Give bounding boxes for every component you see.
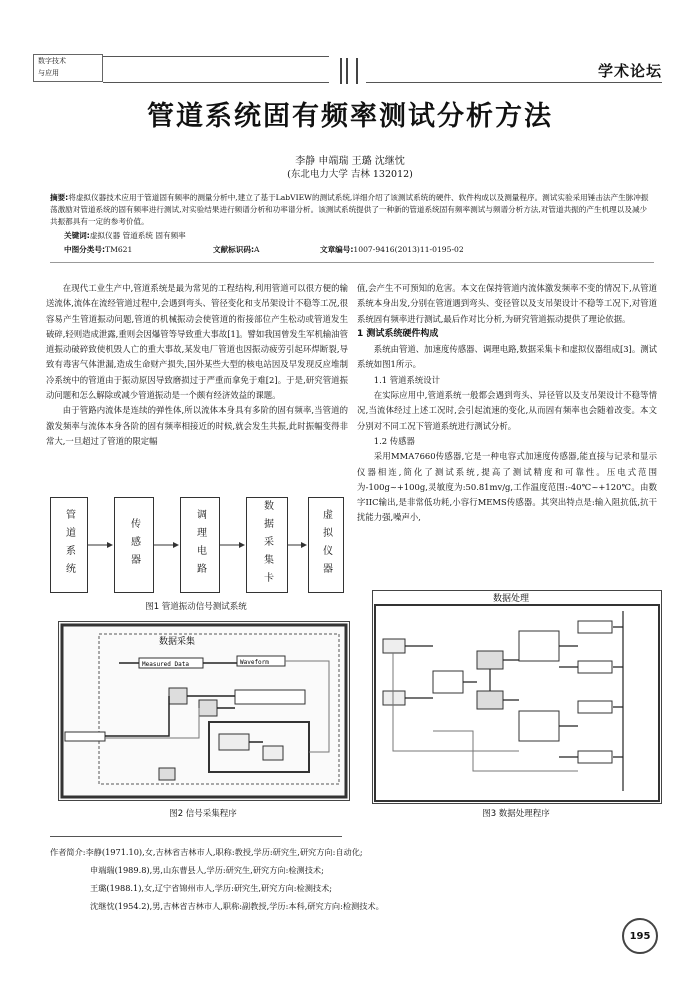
left-column xyxy=(46,281,348,449)
figure-3-screenshot xyxy=(372,590,662,804)
block-pipe-system: 管道系统 xyxy=(50,497,88,593)
affiliation: (东北电力大学 吉林 132012) xyxy=(287,169,413,180)
header-rule-bottom xyxy=(103,82,329,83)
block-conditioning: 调理电路 xyxy=(180,497,220,593)
header-bar xyxy=(356,58,358,84)
id-value: 1007-9416(2013)11-0195-02 xyxy=(353,245,464,254)
keywords xyxy=(64,230,186,241)
figure-2-caption: 图2 信号采集程序 xyxy=(169,809,237,819)
abstract-divider xyxy=(50,262,654,263)
labview-processing-diagram xyxy=(373,591,661,803)
authors: 李静 申端瑞 王璐 沈继忱 xyxy=(295,156,405,167)
paragraph: 采用MMA7660传感器,它是一种电容式加速度传感器,能直接与记录和显示仪器相连,简化了测试系统,提高了测试精度和可靠性。压电式范围为-100g~+100g,灵敏度为:50.81mv/g,工作温度范围:-40℃~+120℃。由数字IIC输出,是非常低功耗,小容行MEMS传感器。其突出特点是:输入阻抗低,抗干扰能力强,噪声小, xyxy=(357,451,657,523)
journal-line1: 数字技术 xyxy=(38,57,66,65)
frame-title: 数据处理 xyxy=(493,594,530,604)
labview-acquisition-diagram xyxy=(59,622,349,800)
block-virtual-instrument: 虚拟仪器 xyxy=(308,497,344,593)
subsection-heading: 1.2 传感器 xyxy=(373,435,415,446)
frame-title: 数据采集 xyxy=(159,637,196,647)
paragraph: 由于管路内流体是连续的弹性体,所以流体本身具有多阶的固有频率,当管道的激发频率与流体本身各阶的固有频率相接近的时候,就会发生共振,此时振幅变得非常大,一旦超过了管道的限定幅 xyxy=(46,405,348,446)
bio-line: 王璐(1988.1),女,辽宁省锦州市人,学历:研究生,研究方向:检测技术; xyxy=(90,883,333,893)
figure-1-diagram xyxy=(46,497,346,593)
keywords-label: 关键词: xyxy=(64,231,90,240)
paragraph: 在现代工业生产中,管道系统是最为常见的工程结构,利用管道可以很方便的输送流体,流体在流经管道过程中,会遇到弯头、管径变化和支吊架设计不稳等工况,很容易产生管道振动问题,管道的机械振动会使管道的衔接部位产生松动或管道发生破碎,轻则造成泄露,重则会因爆管等导致重大事故[1]。譬如我国曾发生军机输油管道振动破碎致使机毁人亡的重大事故,某发电厂管道也因振动疲劳引起环焊断裂,导致有毒害气体泄漏,造成生命财产损失,国外某些大型的核电站因及早发现反应堆制冷系统中的管道由于振动原因导致磨损过于严重而拿免于难[2]。于是,研究管道振动问题和怎么解除或减少管道振动是一个颇有经济效益的课题。 xyxy=(46,283,348,401)
bio-line: 申端瑞(1989.8),男,山东曹县人,学历:研究生,研究方向:检测技术; xyxy=(90,865,324,875)
figure-3-caption: 图3 数据处理程序 xyxy=(482,809,550,819)
abstract xyxy=(50,192,654,228)
header-rule-right xyxy=(366,82,662,83)
diagram-arrows xyxy=(46,497,346,593)
bio-line: 作者简介:李静(1971.10),女,吉林省吉林市人,职称:教授,学历:研究生,研究方向:自动化; xyxy=(50,847,363,857)
figure-1-caption: 图1 管道振动信号测试系统 xyxy=(145,602,247,612)
doc-label: 文献标识码: xyxy=(213,245,255,254)
waveform-label: Waveform xyxy=(240,659,269,666)
header-rule-top xyxy=(103,56,329,57)
paragraph: 值,会产生不可预知的危害。本文在保持管道内流体激发频率不变的情况下,从管道系统本身出发,分别在管道遇到弯头、变径管以及支吊架设计不稳等工况下,对管道系统固有频率进行测试,最后作对比分析,为研究管道振动提供了理论依据。 xyxy=(357,283,657,324)
article-title: 管道系统固有频率测试分析方法 xyxy=(147,101,553,132)
journal-logo xyxy=(33,54,103,82)
doc-value: A xyxy=(254,245,260,254)
author-bios xyxy=(50,843,384,915)
block-daq: 数据采集卡 xyxy=(246,497,288,593)
block-sensor: 传感器 xyxy=(114,497,154,593)
figure-2-screenshot xyxy=(58,621,350,801)
paragraph: 系统由管道、加速度传感器、调理电路,数据采集卡和虚拟仪器组成[3]。测试系统如图1所示。 xyxy=(357,344,657,370)
measured-data-label: Measured Data xyxy=(142,661,189,668)
subsection-heading: 1.1 管道系统设计 xyxy=(373,374,441,385)
paragraph: 在实际应用中,管道系统一般都会遇到弯头、异径管以及支吊架设计不稳等情况,当流体经过上述工况时,会引起流速的变化,从而固有频率也会随着改变。本文分别对不同工况下管道系统进行测试分析。 xyxy=(357,390,657,431)
footnote-rule xyxy=(50,836,342,837)
journal-line2: 与应用 xyxy=(38,69,59,77)
doc-code xyxy=(213,244,260,255)
bio-line: 沈继忱(1954.2),男,吉林省吉林市人,职称:副教授,学历:本科,研究方向:检测技术。 xyxy=(90,901,384,911)
clc-value: TM621 xyxy=(105,245,133,254)
id-label: 文章编号: xyxy=(320,245,354,254)
keywords-text: 虚拟仪器 管道系统 固有频率 xyxy=(89,231,186,240)
article-id xyxy=(320,244,464,255)
clc-label: 中图分类号: xyxy=(64,245,106,254)
header-bar xyxy=(340,58,342,84)
header-bar xyxy=(346,58,348,84)
section-heading: 1 测试系统硬件构成 xyxy=(357,328,439,339)
abstract-label: 摘要: xyxy=(50,193,69,202)
page-number: 195 xyxy=(622,918,658,954)
right-column xyxy=(357,281,657,526)
abstract-text: 将虚拟仪器技术应用于管道固有频率的测量分析中,建立了基于LabVIEW的测试系统,详细介绍了该测试系统的硬件、软件构成以及测量程序。测试实验采用锤击法产生脉冲振荡激励对管道系统的固有频率进行测试,对实验结果进行频谱分析和功率谱分析。该测试系统提供了一种新的管道系统固有频率测试与频谱分析方法,对管道共振的产生机理以及减少共振都具有一定的参考价值。 xyxy=(50,193,649,226)
clc-number xyxy=(64,244,132,255)
section-title: 学术论坛 xyxy=(597,62,662,80)
